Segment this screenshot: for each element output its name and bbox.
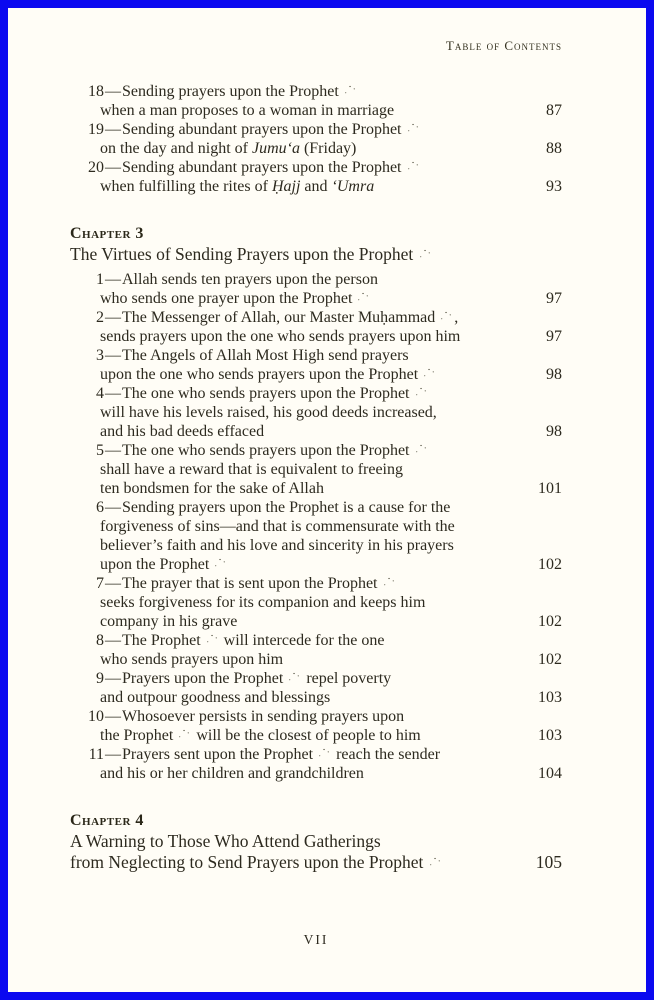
- italic-term: Ḥajj: [271, 178, 301, 195]
- entry-text: will have his levels raised, his good deeds increased,: [100, 403, 437, 421]
- entry-dash: —: [105, 707, 121, 725]
- toc-line: [70, 177, 562, 196]
- entry-text: upon the Prophet: [100, 555, 228, 574]
- entry-number: 8: [96, 631, 104, 649]
- prophet-honorific-icon: [414, 387, 429, 399]
- toc-entry: [70, 308, 562, 346]
- entry-dash: —: [105, 669, 121, 687]
- entry-page-number: 102: [538, 555, 562, 573]
- entry-text: when a man proposes to a woman in marriage: [100, 102, 395, 119]
- prophet-honorific-icon: [205, 634, 220, 646]
- entry-text: Sending prayers upon the Prophet is a cause for the: [122, 498, 451, 516]
- entry-text: The Messenger of Allah, our Master Muḥammad ,: [122, 308, 459, 326]
- toc-entry: [70, 346, 562, 384]
- toc-entry: [70, 669, 562, 707]
- toc-line: [70, 517, 562, 536]
- entry-text: and his bad deeds effaced: [100, 422, 265, 440]
- toc-line: [70, 745, 562, 764]
- chapter-label: Chapter 3: [70, 225, 144, 242]
- toc-line: [70, 688, 562, 707]
- entry-text: The one who sends prayers upon the Prophet: [122, 384, 429, 403]
- prophet-honorific-icon: [428, 857, 443, 869]
- toc-line: [70, 158, 562, 177]
- prophet-honorific-icon: [343, 85, 358, 97]
- chapter-title-line: [70, 852, 562, 874]
- entry-text: Allah sends ten prayers upon the person: [122, 270, 378, 288]
- entries-section: [70, 270, 562, 783]
- entry-text: Sending abundant prayers upon the Prophet: [122, 120, 421, 139]
- entry-page-number: 88: [546, 140, 562, 157]
- prophet-honorific-icon: [382, 577, 397, 589]
- entry-page-number: 103: [538, 688, 562, 706]
- entry-page-number: 103: [538, 726, 562, 744]
- toc-line: [70, 139, 562, 158]
- toc-line: [70, 346, 562, 365]
- entry-number: 20: [88, 159, 104, 176]
- entry-dash: —: [105, 384, 121, 402]
- entry-text: Sending abundant prayers upon the Prophet: [122, 158, 421, 177]
- entry-page-number: 87: [546, 102, 562, 119]
- entry-number: 6: [96, 498, 104, 516]
- toc-entry: [70, 384, 562, 441]
- toc-line: [70, 764, 562, 783]
- prophet-honorific-icon: [287, 672, 302, 684]
- entry-page-number: 102: [538, 650, 562, 668]
- toc-line: [70, 536, 562, 555]
- toc-entry: [70, 631, 562, 669]
- prophet-honorific-icon: [414, 444, 429, 456]
- page-number-footer: [70, 932, 562, 948]
- toc-line: [70, 707, 562, 726]
- toc-entry: [70, 574, 562, 631]
- toc-entry: [70, 745, 562, 783]
- italic-term: Jumu‘a: [251, 140, 300, 157]
- toc-entry: [70, 441, 562, 498]
- entry-page-number: 98: [546, 422, 562, 440]
- prophet-honorific-icon: [418, 249, 433, 261]
- toc-entry: [70, 270, 562, 308]
- chapter-title-line: [70, 244, 562, 266]
- entry-text: The prayer that is sent upon the Prophet: [122, 574, 397, 593]
- entry-text: sends prayers upon the one who sends prayers upon him: [100, 327, 461, 345]
- entry-dash: —: [105, 83, 121, 100]
- toc-line: [70, 479, 562, 498]
- toc-page: [8, 8, 646, 992]
- entry-page-number: 98: [546, 365, 562, 383]
- chapter-title-text: The Virtues of Sending Prayers upon the Prophet: [70, 244, 433, 266]
- entry-dash: —: [105, 498, 121, 516]
- toc-line: [70, 403, 562, 422]
- toc-line: [70, 289, 562, 308]
- toc-entry: [70, 498, 562, 574]
- prophet-honorific-icon: [422, 368, 437, 380]
- toc-line: [70, 384, 562, 403]
- entry-dash: —: [105, 121, 121, 138]
- entry-page-number: 102: [538, 612, 562, 630]
- prophet-honorific-icon: [213, 558, 228, 570]
- entry-dash: —: [105, 346, 121, 364]
- entry-text: The one who sends prayers upon the Prophet: [122, 441, 429, 460]
- entry-text: upon the one who sends prayers upon the Prophet: [100, 365, 437, 384]
- entry-text: seeks forgiveness for its companion and keeps him: [100, 593, 426, 611]
- toc-line: [70, 327, 562, 346]
- toc-content: [70, 82, 562, 878]
- entry-dash: —: [105, 574, 121, 592]
- toc-line: [70, 422, 562, 441]
- entry-number: 19: [88, 121, 104, 138]
- chapter-block: [70, 223, 562, 266]
- chapter-page-number: 105: [535, 852, 562, 872]
- toc-line: [70, 669, 562, 688]
- toc-line: [70, 612, 562, 631]
- toc-line: [70, 555, 562, 574]
- entry-number: 10: [88, 707, 104, 725]
- entry-text: forgiveness of sins—and that is commensurate with the: [100, 517, 455, 535]
- entry-text: ten bondsmen for the sake of Allah: [100, 479, 324, 497]
- toc-line: [70, 270, 562, 289]
- entry-text: Prayers upon the Prophet repel poverty: [122, 669, 392, 687]
- entry-text: company in his grave: [100, 612, 238, 630]
- entry-number: 11: [88, 745, 104, 763]
- entries-section: [70, 82, 562, 196]
- entry-text: Whosoever persists in sending prayers upon: [122, 707, 405, 725]
- entry-number: 2: [96, 308, 104, 326]
- entry-text: shall have a reward that is equivalent to freeing: [100, 460, 403, 478]
- toc-line: [70, 726, 562, 745]
- folio-label: VII: [303, 932, 329, 947]
- prophet-honorific-icon: [439, 311, 454, 323]
- entry-number: 18: [88, 83, 104, 100]
- prophet-honorific-icon: [356, 292, 371, 304]
- toc-line: [70, 365, 562, 384]
- toc-line: [70, 441, 562, 460]
- entry-dash: —: [105, 631, 121, 649]
- toc-line: [70, 631, 562, 650]
- entry-text: who sends one prayer upon the Prophet: [100, 289, 371, 308]
- toc-line: [70, 650, 562, 669]
- entry-text: believer’s faith and his love and sincerity in his prayers: [100, 536, 454, 554]
- entry-text: The Angels of Allah Most High send prayers: [122, 346, 409, 364]
- entry-number: 4: [96, 384, 104, 402]
- toc-line: [70, 574, 562, 593]
- entry-dash: —: [105, 270, 121, 288]
- chapter-label: Chapter 4: [70, 811, 144, 829]
- entry-text: when fulfilling the rites of Ḥajj and ‘Umra: [100, 178, 375, 195]
- entry-text: and outpour goodness and blessings: [100, 688, 331, 706]
- entry-number: 1: [96, 270, 104, 288]
- entry-page-number: 97: [546, 327, 562, 345]
- prophet-honorific-icon: [177, 729, 192, 741]
- prophet-honorific-icon: [406, 123, 421, 135]
- entry-number: 7: [96, 574, 104, 592]
- toc-entry: [70, 707, 562, 745]
- entry-page-number: 101: [538, 479, 562, 497]
- entry-number: 5: [96, 441, 104, 459]
- toc-entry: [70, 158, 562, 196]
- toc-line: [70, 593, 562, 612]
- running-header: [70, 38, 562, 54]
- entry-text: and his or her children and grandchildren: [100, 764, 364, 782]
- toc-line: [70, 120, 562, 139]
- entry-number: 9: [96, 669, 104, 687]
- entry-text: on the day and night of Jumu‘a (Friday): [100, 140, 357, 157]
- chapter-title-line: [70, 831, 562, 853]
- entry-text: the Prophet will be the closest of people to him: [100, 726, 421, 744]
- entry-dash: —: [105, 441, 121, 459]
- toc-entry: [70, 120, 562, 158]
- toc-entry: [70, 82, 562, 120]
- entry-dash: —: [105, 308, 121, 326]
- entry-page-number: 97: [546, 289, 562, 307]
- toc-line: [70, 308, 562, 327]
- prophet-honorific-icon: [317, 748, 332, 760]
- entry-page-number: 93: [546, 178, 562, 195]
- entry-text: Prayers sent upon the Prophet reach the sender: [122, 745, 441, 763]
- entry-number: 3: [96, 346, 104, 364]
- toc-line: [70, 101, 562, 120]
- entry-text: who sends prayers upon him: [100, 650, 284, 668]
- chapter-title-text: A Warning to Those Who Attend Gatherings: [70, 830, 381, 851]
- entry-dash: —: [105, 745, 121, 763]
- entry-text: Sending prayers upon the Prophet: [122, 82, 358, 101]
- entry-text: The Prophet will intercede for the one: [122, 631, 385, 649]
- toc-line: [70, 460, 562, 479]
- toc-line: [70, 82, 562, 101]
- page-title: Table of Contents: [445, 38, 562, 53]
- entry-page-number: 104: [538, 764, 562, 782]
- italic-term: ‘Umra: [331, 178, 375, 195]
- chapter-title-text: from Neglecting to Send Prayers upon the Prophet: [70, 852, 443, 874]
- prophet-honorific-icon: [406, 161, 421, 173]
- toc-line: [70, 498, 562, 517]
- chapter-block: [70, 810, 562, 874]
- entry-dash: —: [105, 159, 121, 176]
